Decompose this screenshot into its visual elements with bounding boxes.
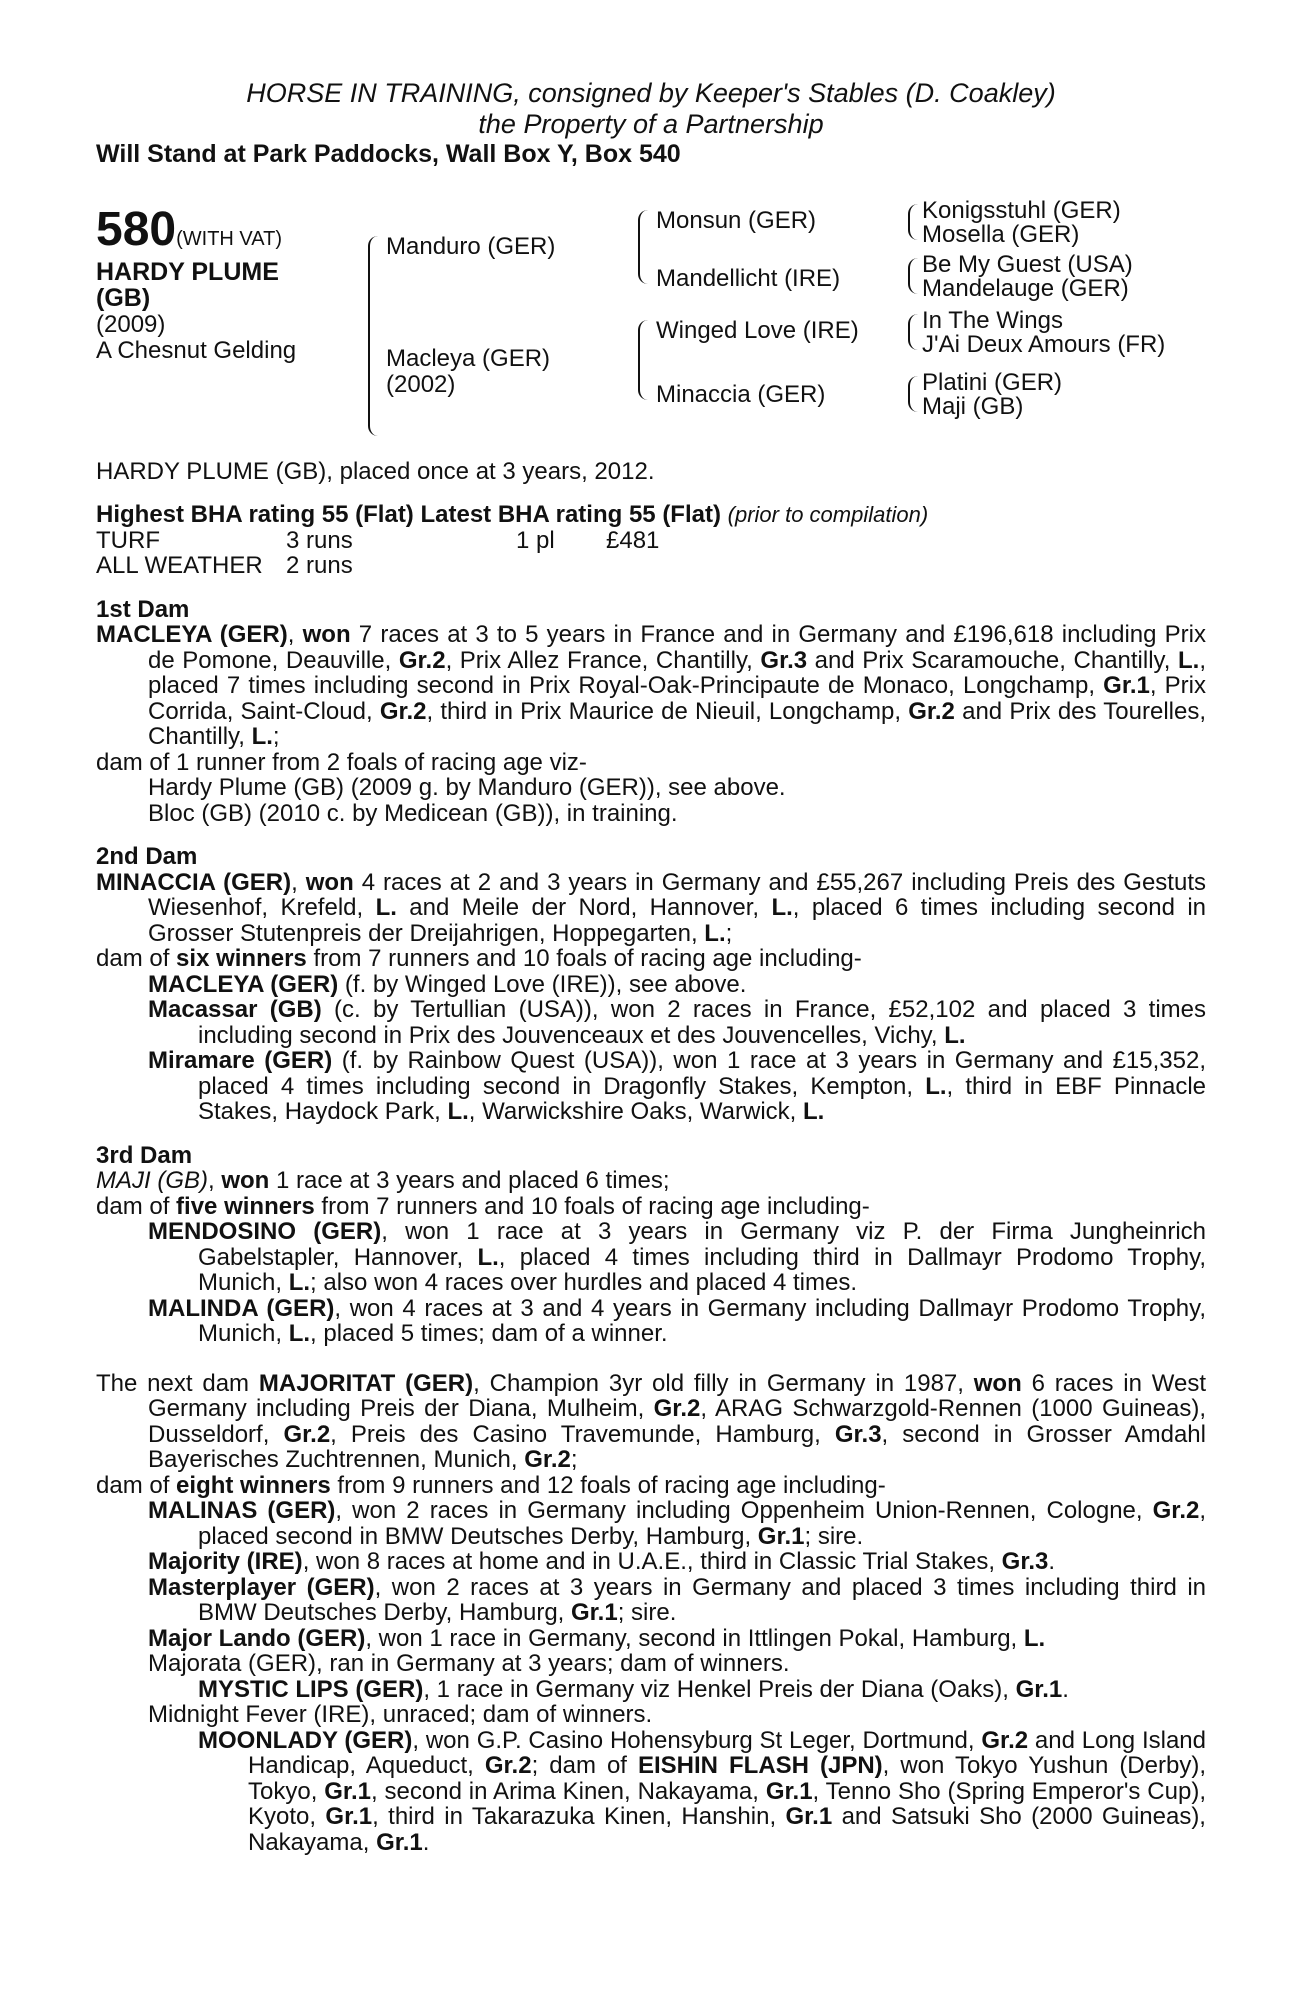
next-dam-section (96, 1371, 1206, 1856)
third-dam-heading: 3rd Dam (96, 1141, 193, 1169)
first-dam-section (96, 597, 1206, 827)
third-dam-section (96, 1143, 1206, 1347)
brace-dam-parents (638, 320, 648, 400)
third-dam-produce: dam of five winners from 7 runners and 10 foals of racing age including- (96, 1192, 870, 1220)
turf-runs: 3 runs (286, 526, 353, 554)
dam-sire-sire: In The Wings (922, 306, 1063, 334)
progeny-item: Majorata (GER), ran in Germany at 3 years; dam of winners. (148, 1650, 790, 1677)
horse-description: A Chesnut Gelding (96, 336, 297, 364)
second-dam-produce: dam of six winners from 7 runners and 10 foals of racing age including- (96, 945, 862, 972)
progeny-item: MENDOSINO (GER), won 1 race at 3 years in Germany viz P. der Firma Jungheinrich Gabelstapler, Hannover, L., placed 4 times including third in Dallmayr Prodomo Trophy, Munich, L.; also won 4 races over hurdles and placed 4 times. (148, 1218, 1206, 1296)
horse-year: (2009) (96, 310, 166, 338)
next-dam-produce: dam of eight winners from 9 runners and 12 foals of racing age including- (96, 1471, 886, 1499)
highest-rating: Highest BHA rating 55 (Flat) (96, 501, 414, 528)
race-summary: HARDY PLUME (GB), placed once at 3 years, 2012. (96, 457, 655, 485)
turf-row (96, 528, 1206, 554)
dam-dam-sire: Platini (GER) (922, 368, 1063, 396)
turf-placed: 1 pl (516, 526, 555, 554)
progeny-item: Hardy Plume (GB) (2009 g. by Manduro (GER)), see above. (148, 774, 786, 801)
brace-ss (908, 204, 918, 240)
progeny-item: Macassar (GB) (c. by Tertullian (USA)), won 2 races in France, £52,102 and placed 3 times including second in Prix des Jouvenceaux et des Jouvencelles, Vichy, L. (148, 996, 1206, 1049)
progeny-item: MALINDA (GER), won 4 races at 3 and 4 years in Germany including Dallmayr Prodomo Trophy, Munich, L., placed 5 times; dam of a winner. (148, 1294, 1207, 1347)
sire-sire: Monsun (GER) (656, 206, 817, 234)
rating-section (96, 502, 1206, 579)
horse-country: (GB) (96, 283, 151, 312)
sire: Manduro (GER) (386, 232, 556, 260)
dam-dam-dam: Maji (GB) (922, 392, 1024, 420)
sire-sire-sire: Konigsstuhl (GER) (922, 196, 1121, 224)
turf-label: TURF (96, 526, 160, 554)
dam: Macleya (GER) (386, 344, 551, 372)
dam-dam: Minaccia (GER) (656, 380, 826, 408)
brace-dd (908, 376, 918, 412)
latest-rating: Latest BHA rating 55 (Flat) (420, 501, 721, 528)
progeny-item: Midnight Fever (IRE), unraced; dam of winners. (148, 1701, 653, 1728)
sire-sire-dam: Mosella (GER) (922, 220, 1080, 248)
third-dam-record: MAJI (GB), won 1 race at 3 years and placed 6 times; (96, 1167, 670, 1194)
progeny-item: Major Lando (GER), won 1 race in Germany, second in Ittlingen Pokal, Hamburg, L. (148, 1624, 1046, 1652)
aw-runs: 2 runs (286, 552, 353, 579)
progeny-item: MYSTIC LIPS (GER), 1 race in Germany viz Henkel Preis der Diana (Oaks), Gr.1. (198, 1675, 1069, 1703)
header-line-2: the Property of a Partnership (478, 109, 824, 139)
second-dam-record: MINACCIA (GER), won 4 races at 2 and 3 years in Germany and £55,267 including Preis des Gestuts Wiesenhof, Krefeld, L. and Meile der Nord, Hannover, L., placed 6 times including second in Grosser Stutenpreis der Dreijahrigen, Hoppegarten, L.; (96, 868, 1207, 947)
progeny-item: Miramare (GER) (f. by Rainbow Quest (USA)), won 1 race at 3 years in Germany and £15,352, placed 4 times including second in Dragonfly Stakes, Kempton, L., third in EBF Pinnacle Stakes, Haydock Park, L., Warwickshire Oaks, Warwick, L. (148, 1047, 1206, 1125)
progeny-item: MALINAS (GER), won 2 races in Germany including Oppenheim Union-Rennen, Cologne, Gr.2, placed second in BMW Deutsches Derby, Hamburg, Gr.1; sire. (148, 1497, 1207, 1550)
lot-number: 580(WITH VAT) (96, 202, 282, 256)
rating-note: (prior to compilation) (727, 502, 929, 527)
dam-year: (2002) (386, 370, 456, 398)
brace-sd (908, 258, 918, 294)
pedigree-block (96, 196, 1206, 451)
sire-dam-dam: Mandelauge (GER) (922, 274, 1129, 302)
dam-sire: Winged Love (IRE) (656, 316, 859, 344)
progeny-item: MOONLADY (GER), won G.P. Casino Hohensyburg St Leger, Dortmund, Gr.2 and Long Island Handicap, Aqueduct, Gr.2; dam of EISHIN FLASH (JPN), won Tokyo Yushun (Derby), Tokyo, Gr.1, second in Arima Kinen, Nakayama, Gr.1, Tenno Sho (Spring Emperor's Cup), Kyoto, Gr.1, third in Takarazuka Kinen, Hanshin, Gr.1 and Satsuki Sho (2000 Guineas), Nakayama, Gr.1. (198, 1726, 1207, 1856)
dam-sire-dam: J'Ai Deux Amours (FR) (922, 330, 1166, 358)
first-dam-record: MACLEYA (GER), won 7 races at 3 to 5 years in France and in Germany and £196,618 including Prix de Pomone, Deauville, Gr.2, Prix Allez France, Chantilly, Gr.3 and Prix Scaramouche, Chantilly, L., placed 7 times including second in Prix Royal-Oak-Principaute de Monaco, Longchamp, Gr.1, Prix Corrida, Saint-Cloud, Gr.2, third in Prix Maurice de Nieuil, Longchamp, Gr.2 and Prix des Tourelles, Chantilly, L.; (96, 621, 1207, 750)
turf-prize: £481 (606, 526, 660, 554)
second-dam-section (96, 844, 1206, 1125)
brace-sire-parents (638, 210, 648, 284)
header-line-1: HORSE IN TRAINING, consigned by Keeper's Stables (D. Coakley) (246, 78, 1056, 108)
second-dam-heading: 2nd Dam (96, 843, 198, 870)
progeny-item: MACLEYA (GER) (f. by Winged Love (IRE)), see above. (148, 970, 747, 998)
next-dam-record: The next dam MAJORITAT (GER), Champion 3yr old filly in Germany in 1987, won 6 races in West Germany including Preis der Diana, Mulheim, Gr.2, ARAG Schwarzgold-Rennen (1000 Guineas), Dusseldorf, Gr.2, Preis des Casino Travemunde, Hamburg, Gr.3, second in Grosser Amdahl Bayerisches Zuchtrennen, Munich, Gr.2; (96, 1369, 1207, 1473)
catalogue-page (96, 78, 1206, 1855)
first-dam-heading: 1st Dam (96, 595, 190, 623)
sire-dam-sire: Be My Guest (USA) (922, 250, 1133, 278)
brace-ds (908, 314, 918, 350)
brace-sire-dam (368, 236, 378, 436)
sire-dam: Mandellicht (IRE) (656, 264, 841, 292)
horse-name: HARDY PLUME (96, 257, 279, 286)
aw-label: ALL WEATHER (96, 552, 263, 579)
progeny-item: Majority (IRE), won 8 races at home and in U.A.E., third in Classic Trial Stakes, Gr.3. (148, 1548, 1056, 1575)
progeny-item: Bloc (GB) (2010 c. by Medicean (GB)), in training. (148, 799, 678, 827)
first-dam-produce: dam of 1 runner from 2 foals of racing age viz- (96, 748, 587, 776)
all-weather-row (96, 553, 1206, 579)
progeny-item: Masterplayer (GER), won 2 races at 3 years in Germany and placed 3 times including third in BMW Deutsches Derby, Hamburg, Gr.1; sire. (148, 1573, 1206, 1626)
header-stand: Will Stand at Park Paddocks, Wall Box Y, Box 540 (96, 140, 681, 168)
